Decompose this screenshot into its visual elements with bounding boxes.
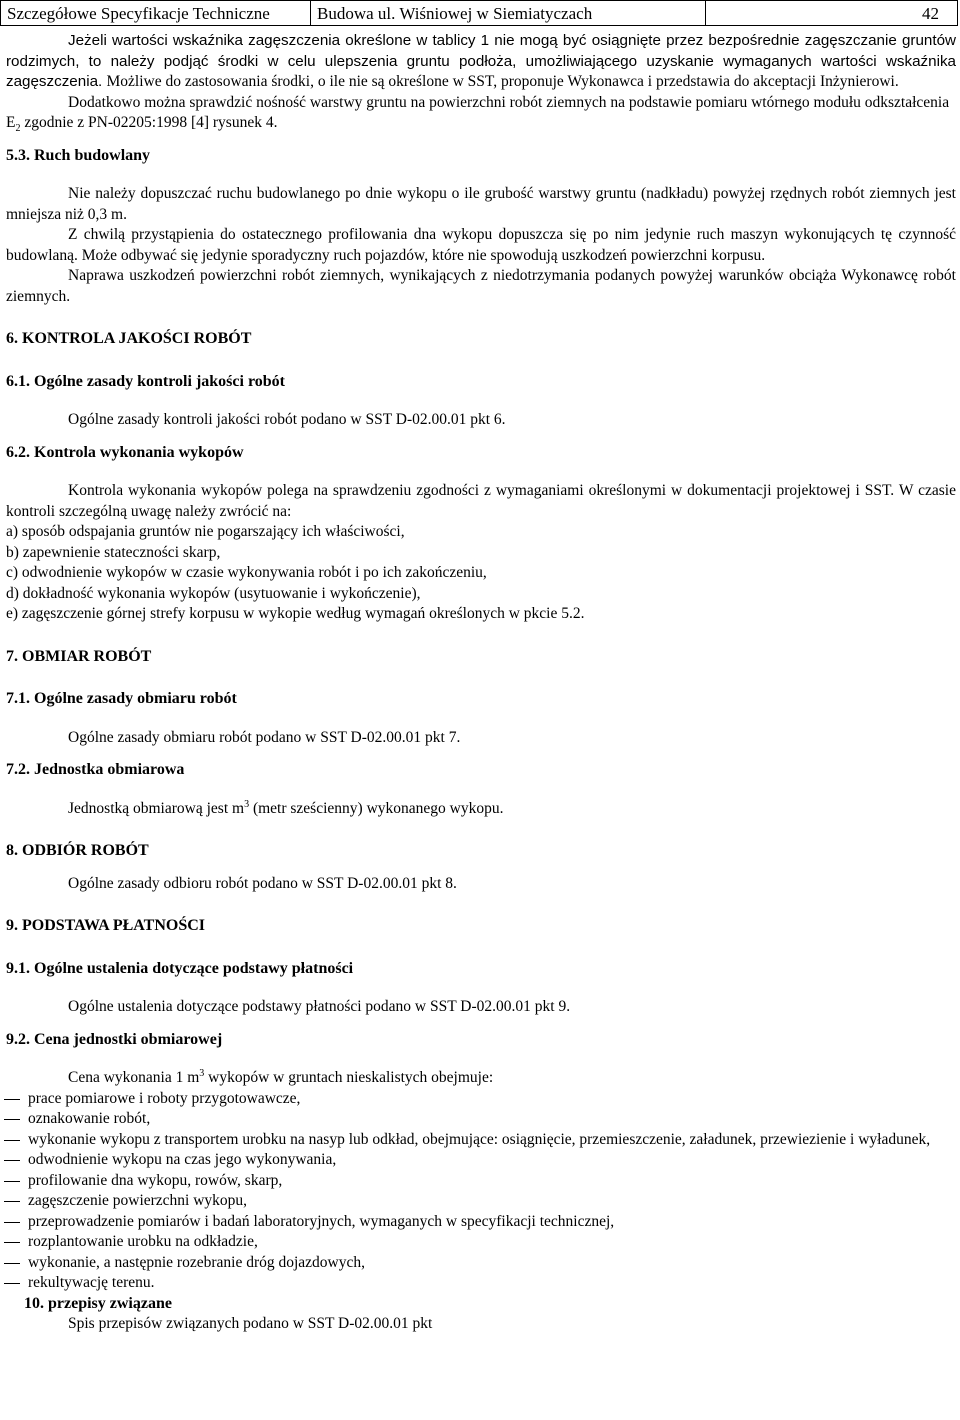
list-item: b) zapewnienie stateczności skarp, [6, 543, 221, 561]
section-9-1-text: Ogólne ustalenia dotyczące podstawy płatności podano w SST D-02.00.01 pkt 9. [68, 998, 571, 1015]
section-10-title: 10. przepisy związane [24, 1294, 172, 1312]
list-item: prace pomiarowe i roboty przygotowawcze, [6, 1089, 956, 1110]
spec-title: Szczegółowe Specyfikacje Techniczne [1, 1, 311, 25]
section-10-text: Spis przepisów związanych podano w SST D-02.00.01 pkt [68, 1315, 433, 1332]
list-item: d) dokładność wykonania wykopów (usytuowanie i wykończenie), [6, 584, 421, 602]
section-5-3-title: 5.3. Ruch budowlany [6, 146, 151, 164]
section-5-3-p3: Naprawa uszkodzeń powierzchni robót ziemnych, wynikających z niedotrzymania podanych powyżej warunków obciąża Wykonawcę robót ziemnych. [6, 267, 956, 305]
list-item: zagęszczenie powierzchni wykopu, [6, 1191, 956, 1212]
list-item: c) odwodnienie wykopów w czasie wykonywania robót i po ich zakończeniu, [6, 564, 487, 581]
list-item: a) sposób odspajania gruntów nie pogarszający ich właściwości, [6, 523, 405, 540]
section-7-title: 7. OBMIAR ROBÓT [6, 647, 152, 665]
section-5-3-p1: Nie należy dopuszczać ruchu budowlanego po dnie wykopu o ile grubość warstwy gruntu (nadkładu) powyżej rzędnych robót ziemnych jest mniejsza niż 0,3 m. [6, 185, 956, 223]
document-body [6, 31, 956, 1335]
section-9-2-title: 9.2. Cena jednostki obmiarowej [6, 1030, 223, 1048]
list-item: profilowanie dna wykopu, rowów, skarp, [6, 1171, 956, 1192]
section-6-1-text: Ogólne zasady kontroli jakości robót podano w SST D-02.00.01 pkt 6. [68, 411, 506, 428]
project-title: Budowa ul. Wiśniowej w Siemiatyczach [311, 1, 706, 25]
section-7-1-text: Ogólne zasady obmiaru robót podano w SST D-02.00.01 pkt 7. [68, 728, 461, 746]
section-6-2-title: 6.2. Kontrola wykonania wykopów [6, 443, 244, 461]
section-9-title: 9. PODSTAWA PŁATNOŚCI [6, 917, 205, 934]
list-item: wykonanie wykopu z transportem urobku na nasyp lub odkład, obejmujące: osiągnięcie, przemieszczenie, załadunek, przewiezienie i wyładunek, [6, 1130, 956, 1151]
list-item: rekultywację terenu. [6, 1273, 956, 1294]
section-9-2-text: Cena wykonania 1 $m^3$ wykopów w gruntach nieskalistych obejmuje: [68, 1067, 494, 1086]
section-7-1-title: 7.1. Ogólne zasady obmiaru robót [6, 690, 237, 707]
list-item: przeprowadzenie pomiarów i badań laboratoryjnych, wymaganych w specyfikacji technicznej, [6, 1212, 956, 1233]
intro-paragraph: Jeżeli wartości wskaźnika zagęszczenia określone w tablicy 1 nie mogą być osiągnięte przez bezpośrednie zagęszczanie gruntów rodzimych, to należy podjąć środki w celu ulepszenia gruntu podłoża, umożliwiającego uzyskanie wymaganych wartości wskaźnika zagęszczenia. Możliwe do zastosowania środki, o ile nie są określone w SST, proponuje Wykonawca i przedstawia do akceptacji Inżynierowi. [6, 32, 956, 90]
page-number: 42 [922, 4, 939, 23]
section-6-1-title: 6.1. Ogólne zasady kontroli jakości robót [6, 372, 285, 390]
list-item: wykonanie, a następnie rozebranie dróg dojazdowych, [6, 1253, 956, 1274]
section-6-2-text: Kontrola wykonania wykopów polega na sprawdzeniu zgodności z wymaganiami określonymi w dokumentacji projektowej i SST. W czasie kontroli szczególną uwagę należy zwrócić na: [6, 482, 956, 520]
section-7-2-title: 7.2. Jednostka obmiarowa [6, 761, 185, 778]
section-8-text: Ogólne zasady odbioru robót podano w SST D-02.00.01 pkt 8. [68, 874, 457, 892]
list-item: oznakowanie robót, [6, 1109, 956, 1130]
list-item: odwodnienie wykopu na czas jego wykonywania, [6, 1150, 956, 1171]
section-7-2-text: Jednostką obmiarową jest $m^3$ (metr sześcienny) wykonanego wykopu. [68, 798, 504, 817]
cost-items-list [6, 1089, 956, 1294]
list-item: rozplantowanie urobku na odkładzie, [6, 1232, 956, 1253]
section-6-title: 6. KONTROLA JAKOŚCI ROBÓT [6, 330, 252, 347]
list-item: e) zagęszczenie górnej strefy korpusu w wykopie według wymagań określonych w pkcie 5.2. [6, 605, 585, 622]
section-8-title: 8. ODBIÓR ROBÓT [6, 842, 149, 859]
section-5-3-p2: Z chwilą przystąpienia do ostatecznego profilowania dna wykopu dopuszcza się po nim jedynie ruch maszyn wykonujących tę czynność budowlaną. Może odbywać się jedynie sporadyczny ruch pojazdów, które nie spowodują uszkodzeń powierzchni korpusu. [6, 226, 956, 264]
section-9-1-title: 9.1. Ogólne ustalenia dotyczące podstawy płatności [6, 959, 354, 977]
intro-paragraph-2: Dodatkowo można sprawdzić nośność warstwy gruntu na powierzchni robót ziemnych na podstawie pomiaru wtórnego modułu odkształcenia $E_2$ zgodnie z PN-02205:1998 [4] rysunek 4. [6, 93, 950, 135]
check-list [6, 522, 956, 625]
page-header [0, 0, 958, 26]
